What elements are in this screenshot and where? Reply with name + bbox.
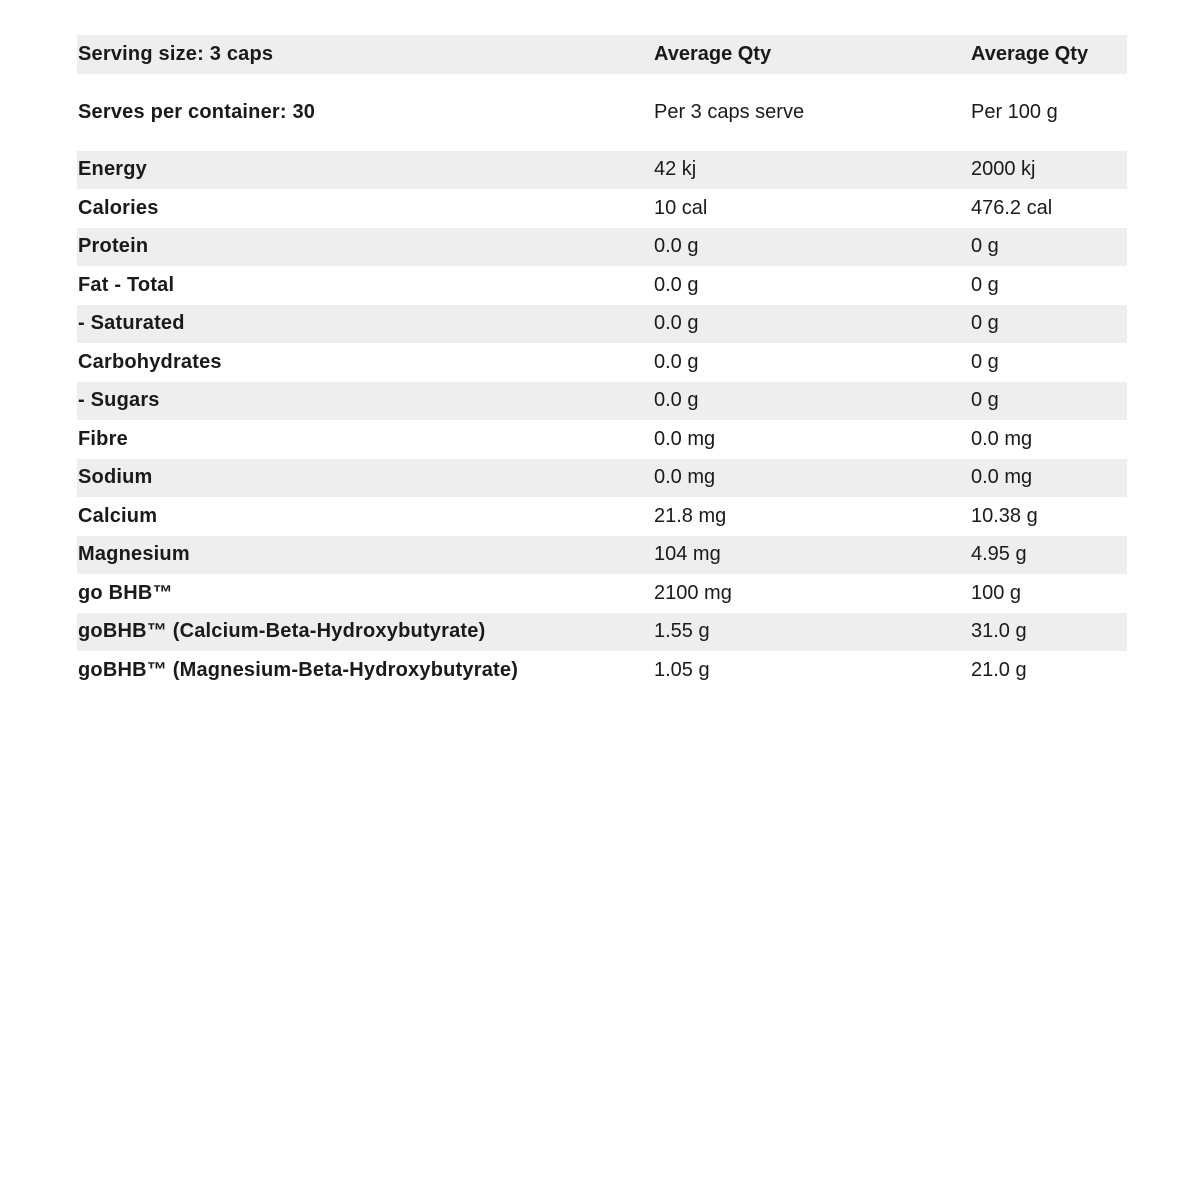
table-row — [77, 189, 1127, 228]
per-serve-value: 104 mg — [654, 543, 721, 566]
nutrient-rows — [77, 151, 1127, 690]
per-serve-value: 1.55 g — [654, 620, 710, 643]
per-serve-value: 0.0 g — [654, 389, 699, 412]
nutrient-name: - Saturated — [78, 312, 185, 335]
nutrient-name: goBHB™ (Calcium-Beta-Hydroxybutyrate) — [78, 620, 486, 643]
nutrient-name: Calcium — [78, 504, 158, 527]
per-100g-value: 100 g — [971, 581, 1022, 604]
per-100g-value: 31.0 g — [971, 620, 1027, 643]
per-100g-value: 4.95 g — [971, 543, 1027, 566]
nutrient-name: Fat - Total — [78, 273, 175, 296]
per-serve-value: 0.0 g — [654, 350, 699, 373]
nutrient-name: Calories — [78, 196, 159, 219]
per-serve-value: 10 cal — [654, 196, 708, 219]
per-100g-value: 0 g — [971, 389, 999, 412]
nutrient-name: goBHB™ (Magnesium-Beta-Hydroxybutyrate) — [78, 658, 519, 681]
table-row — [77, 459, 1127, 498]
table-subheader-row — [77, 74, 1127, 151]
nutrient-name: go BHB™ — [78, 581, 173, 604]
per-100g-value: 0 g — [971, 273, 999, 296]
table-row — [77, 536, 1127, 575]
per-100g-value: 0 g — [971, 350, 999, 373]
per-100g-value: 10.38 g — [971, 504, 1038, 527]
per-serve-value: 2100 mg — [654, 581, 732, 604]
per-100g-value: 0 g — [971, 235, 999, 258]
per-100g-column-title: Average Qty — [971, 42, 1089, 65]
nutrient-name: Fibre — [78, 427, 128, 450]
per-serve-value: 0.0 mg — [654, 466, 716, 489]
table-header-row — [77, 35, 1127, 74]
nutrient-name: Carbohydrates — [78, 350, 222, 373]
per-100g-value: 21.0 g — [971, 658, 1027, 681]
table-row — [77, 651, 1127, 690]
nutrient-name: Magnesium — [78, 543, 190, 566]
per-serve-value: 1.05 g — [654, 658, 710, 681]
per-serve-column-title: Average Qty — [654, 42, 772, 65]
per-serve-value: 0.0 mg — [654, 427, 716, 450]
per-100g-value: 0 g — [971, 312, 999, 335]
table-row — [77, 305, 1127, 344]
per-100g-value: 2000 kj — [971, 158, 1036, 181]
per-100g-value: 0.0 mg — [971, 427, 1033, 450]
nutrition-table — [77, 35, 1127, 690]
per-serve-value: 0.0 g — [654, 273, 699, 296]
table-row — [77, 266, 1127, 305]
per-100g-value: 0.0 mg — [971, 466, 1033, 489]
table-row — [77, 151, 1127, 190]
nutrient-name: Protein — [78, 235, 149, 258]
nutrient-name: - Sugars — [78, 389, 160, 412]
table-row — [77, 574, 1127, 613]
table-row — [77, 382, 1127, 421]
table-row — [77, 613, 1127, 652]
per-serve-value: 21.8 mg — [654, 504, 727, 527]
per-serve-value: 0.0 g — [654, 312, 699, 335]
servings-per-container-label: Serves per container: 30 — [78, 100, 316, 123]
table-row — [77, 228, 1127, 267]
per-100g-subtitle: Per 100 g — [971, 100, 1058, 123]
nutrient-name: Sodium — [78, 466, 153, 489]
table-row — [77, 420, 1127, 459]
per-serve-subtitle: Per 3 caps serve — [654, 100, 805, 123]
table-row — [77, 343, 1127, 382]
per-100g-value: 476.2 cal — [971, 196, 1053, 219]
per-serve-value: 0.0 g — [654, 235, 699, 258]
table-row — [77, 497, 1127, 536]
serving-size-label: Serving size: 3 caps — [78, 42, 274, 65]
nutrient-name: Energy — [78, 158, 148, 181]
per-serve-value: 42 kj — [654, 158, 697, 181]
